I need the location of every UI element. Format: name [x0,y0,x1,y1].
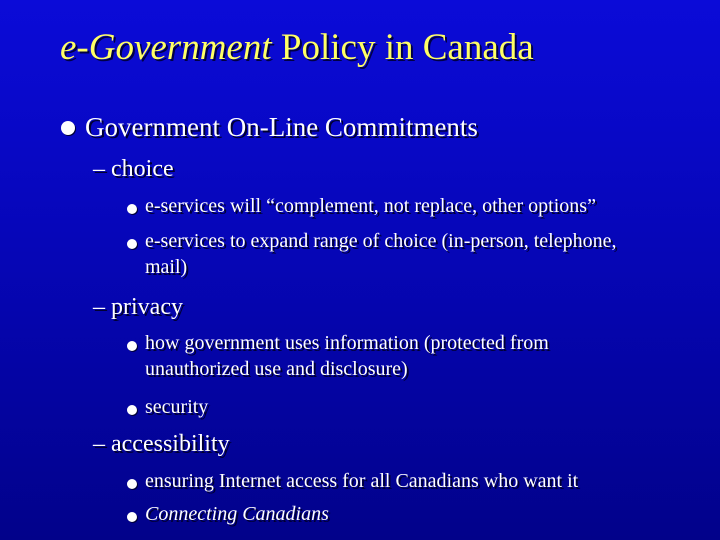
bullet-dot-icon [127,479,137,489]
section-privacy [93,293,183,321]
slide-title [60,26,534,70]
bullet-text [145,228,616,280]
bullet-dot-icon [127,405,137,415]
bullet-dot-icon [127,512,137,522]
bullet-text [145,394,208,420]
section-label: privacy [111,294,183,320]
bullet-dot-icon [127,204,137,214]
section-label: choice [111,156,174,182]
bullet-line: e-services to expand range of choice (in-person, telephone, [145,230,617,252]
bullet-line: unauthorized use and disclosure) [145,358,408,380]
section-label: accessibility [111,431,230,457]
dash-icon: – [93,156,105,182]
bullet-line: Connecting Canadians [145,503,329,525]
bullet-dot-icon [127,239,137,249]
bullet-dot-icon [61,121,75,135]
dash-icon: – [93,431,105,457]
bullet-text [145,468,578,494]
bullet-dot-icon [127,341,137,351]
section-choice [93,155,174,183]
heading-text: Government On-Line Commitments [85,112,478,142]
bullet-text [145,193,596,219]
section-accessibility [93,430,230,458]
bullet-text [145,501,329,527]
bullet-line: how government uses information (protected from [145,332,549,354]
bullet-line: e-services will “complement, not replace, other options” [145,195,596,217]
dash-icon: – [93,294,105,320]
bullet-line: ensuring Internet access for all Canadians who want it [145,470,579,492]
bullet-text [145,330,549,382]
title-rest: Policy in Canada [280,27,534,68]
bullet-line: mail) [145,256,188,278]
bullet-line: security [145,396,209,418]
title-italic: e-Government [60,27,272,68]
